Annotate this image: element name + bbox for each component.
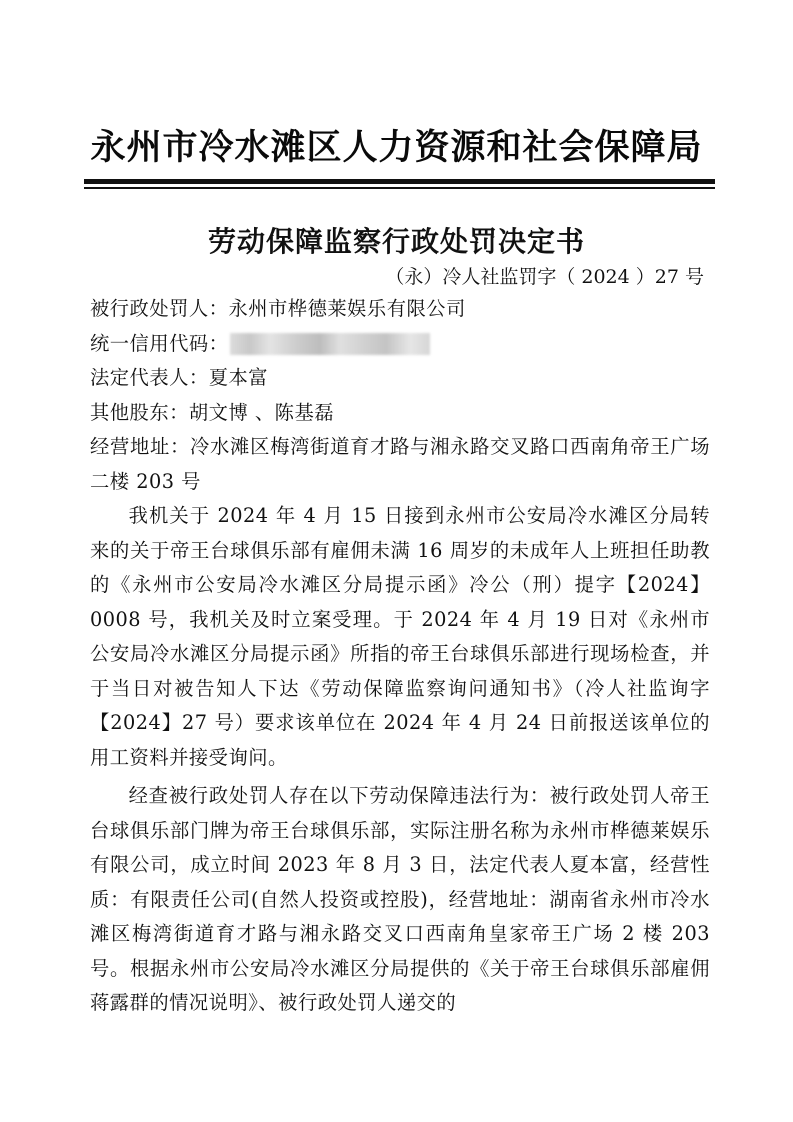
shareholders-names: 胡文博 、陈基磊	[188, 400, 335, 424]
business-address-line	[90, 430, 710, 499]
header-divider-thin	[84, 187, 715, 189]
issuing-authority-title: 永州市冷水滩区人力资源和社会保障局	[90, 127, 703, 168]
redacted-credit-code	[230, 333, 430, 355]
legal-representative-name: 夏本富	[208, 366, 269, 389]
shareholders-label: 其他股东：	[90, 400, 189, 424]
shareholders-line	[90, 396, 710, 431]
body-paragraph-1: 我机关于 2024 年 4 月 15 日接到永州市公安局冷水滩区分局转来的关于帝王台球俱乐部有雇佣未满 16 周岁的未成年人上班担任助教的《永州市公安局冷水滩区分局提示函》冷公（刑）提字【2024】0008 号，我机关及时立案受理。于 2024 年 4 月 19 日对《永州市公安局冷水滩区分局提示函》所指的帝王台球俱乐部进行现场检查，并于当日对被告知人下达《劳动保障监察询问通知书》（冷人社监询字【2024】27 号）要求该单位在 2024 年 4 月 24 日前报送该单位的用工资料并接受询问。	[90, 504, 710, 769]
document-title: 劳动保障监察行政处罚决定书	[207, 225, 585, 258]
penalized-party-name: 永州市桦德莱娱乐有限公司	[228, 297, 466, 320]
penalized-party-line	[90, 292, 710, 327]
document-body	[90, 292, 710, 1021]
header-divider-thick	[84, 179, 715, 184]
penalized-party-label: 被行政处罚人：	[90, 297, 229, 320]
credit-code-line	[90, 327, 710, 362]
legal-representative-line	[90, 361, 710, 396]
legal-representative-label: 法定代表人：	[90, 366, 209, 389]
credit-code-label: 统一信用代码：	[90, 331, 229, 355]
business-address-value: 冷水滩区梅湾街道育才路与湘永路交叉路口西南角帝王广场二楼 203 号	[90, 435, 711, 493]
business-address-label: 经营地址：	[90, 435, 191, 458]
body-paragraph-2: 经查被行政处罚人存在以下劳动保障违法行为：被行政处罚人帝王台球俱乐部门牌为帝王台球俱乐部，实际注册名称为永州市桦德莱娱乐有限公司，成立时间 2023 年 8 月 3 日，法定代表人夏本富，经营性质：有限责任公司(自然人投资或控股)，经营地址：湖南省永州市冷水滩区梅湾街道育才路与湘永路交叉口西南角皇家帝王广场 2 楼 203 号。根据永州市公安局冷水滩区分局提供的《关于帝王台球俱乐部雇佣蒋露群的情况说明》、被行政处罚人递交的	[90, 784, 710, 1014]
document-number: （永）冷人社监罚字（ 2024 ）27 号	[385, 266, 704, 288]
